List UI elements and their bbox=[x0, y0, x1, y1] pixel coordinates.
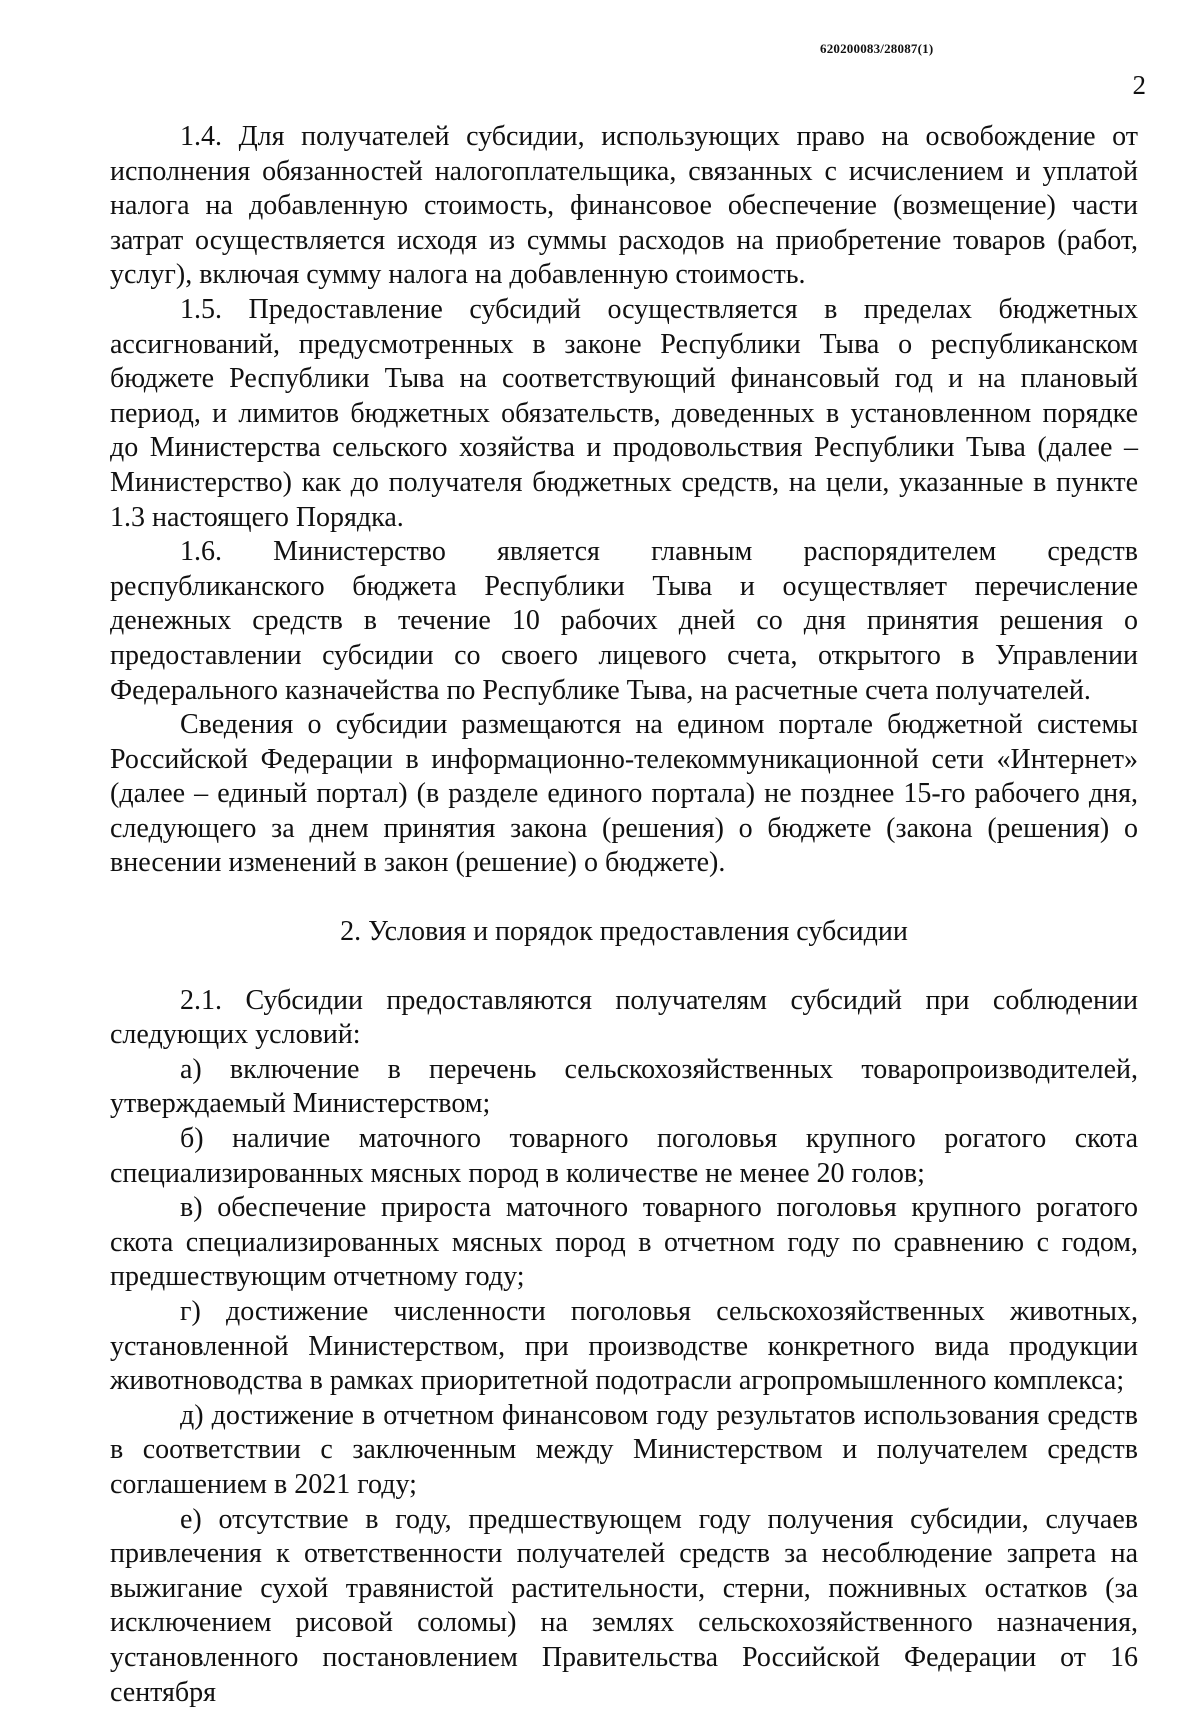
condition-v: в) обеспечение прироста маточного товарного поголовья крупного рогатого скота специализированных мясных пород в отчетном году по сравнению с годом, предшествующим отчетному году; bbox=[110, 1192, 1138, 1293]
condition-b: б) наличие маточного товарного поголовья крупного рогатого скота специализированных мясных пород в количестве не менее 20 голов; bbox=[110, 1123, 1138, 1189]
paragraph-subsidy-info: Сведения о субсидии размещаются на едином портале бюджетной системы Российской Федерации в информационно-телекоммуникационной сети «Интернет» (далее – единый портал) (в разделе единого портала) не позднее 15-го рабочего дня, следующего за днем принятия закона (решения) о бюджете (закона (решения) о внесении изменений в закон (решение) о бюджете). bbox=[110, 709, 1138, 879]
section-heading: 2. Условия и порядок предоставления субсидии bbox=[340, 916, 908, 948]
paragraph-1-5: 1.5. Предоставление субсидий осуществляется в пределах бюджетных ассигнований, предусмотренных в законе Республики Тыва о республиканском бюджете Республики Тыва на соответствующий финансовый год и на плановый период, и лимитов бюджетных обязательств, доведенных в установленном порядке до Министерства сельского хозяйства и продовольствия Республики Тыва (далее – Министерство) как до получателя бюджетных средств, на цели, указанные в пункте 1.3 настоящего Порядка. bbox=[110, 293, 1138, 533]
document-body bbox=[110, 120, 1138, 1710]
page-number: 2 bbox=[1132, 70, 1146, 100]
document-id: 620200083/28087(1) bbox=[820, 41, 934, 56]
paragraph-2-1: 2.1. Субсидии предоставляются получателям субсидий при соблюдении следующих условий: bbox=[110, 984, 1138, 1051]
condition-a: а) включение в перечень сельскохозяйственных товаропроизводителей, утверждаемый Министерством; bbox=[110, 1053, 1138, 1120]
paragraph-1-6: 1.6. Министерство является главным распорядителем средств республиканского бюджета Республики Тыва и осуществляет перечисление денежных средств в течение 10 рабочих дней со дня принятия решения о предоставлении субсидии со своего лицевого счета, открытого в Управлении Федерального казначейства по Республике Тыва, на расчетные счета получателей. bbox=[110, 536, 1138, 706]
condition-d: д) достижение в отчетном финансовом году результатов использования средств в соответствии с заключенным между Министерством и получателем средств соглашением в 2021 году; bbox=[110, 1399, 1138, 1500]
condition-g: г) достижение численности поголовья сельскохозяйственных животных, установленной Министерством, при производстве конкретного вида продукции животноводства в рамках приоритетной подотрасли агропромышленного комплекса; bbox=[110, 1296, 1138, 1397]
paragraph-1-4: 1.4. Для получателей субсидии, использующих право на освобождение от исполнения обязанностей налогоплательщика, связанных с исчислением и уплатой налога на добавленную стоимость, финансовое обеспечение (возмещение) части затрат осуществляется исходя из суммы расходов на приобретение товаров (работ, услуг), включая сумму налога на добавленную стоимость. bbox=[110, 121, 1138, 291]
condition-e: е) отсутствие в году, предшествующем году получения субсидии, случаев привлечения к ответственности получателей средств за несоблюдение запрета на выжигание сухой травянистой растительности, стерни, пожнивных остатков (за исключением рисовой соломы) на землях сельскохозяйственного назначения, установленного постановлением Правительства Российской Федерации от 16 сентября bbox=[110, 1503, 1138, 1708]
